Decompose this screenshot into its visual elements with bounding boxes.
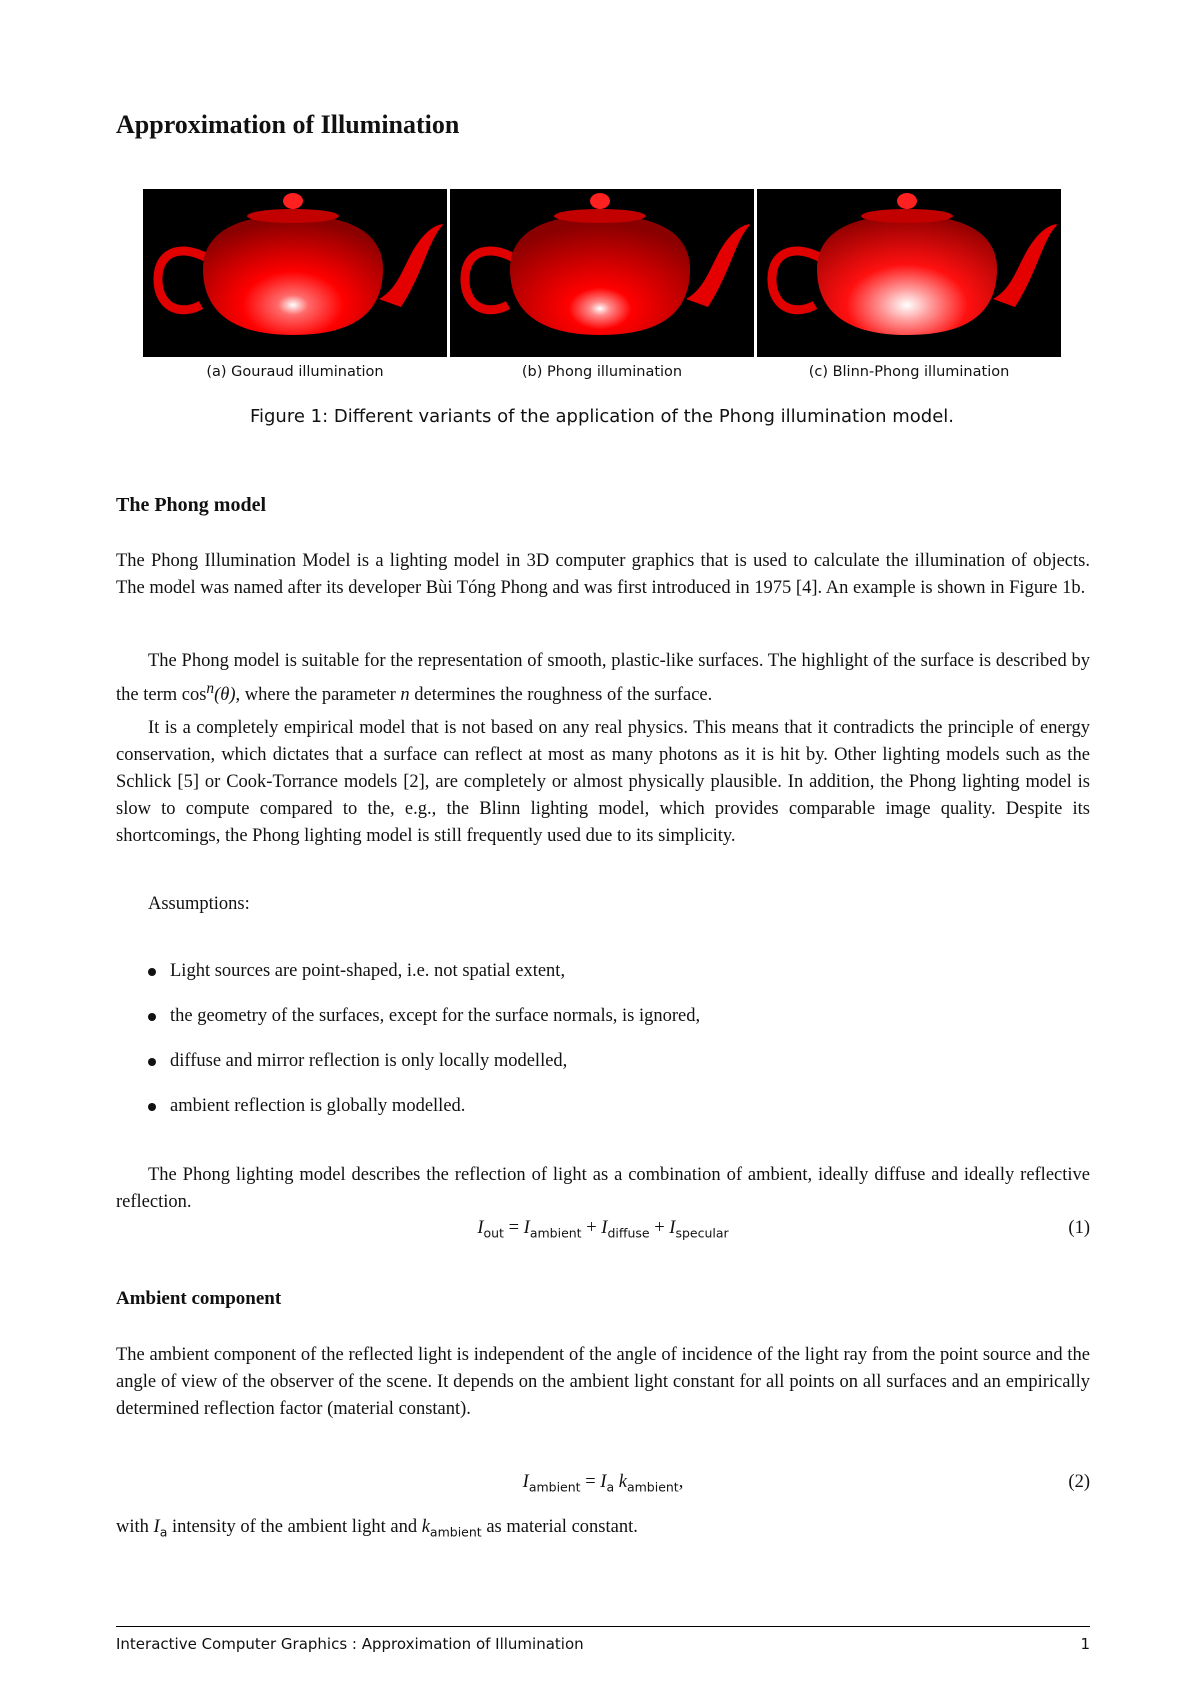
eq1-symbol: I: [477, 1218, 484, 1238]
panel-gouraud-image: [143, 189, 447, 357]
eq1-sub-diffuse: diffuse: [607, 1225, 650, 1241]
teapot-gouraud-render: [143, 189, 447, 357]
symbol-I-sub: a: [159, 1524, 168, 1540]
symbol-k-sub: ambient: [429, 1524, 482, 1540]
ambient-paragraph-2: [116, 1514, 1090, 1546]
symbol-I: I: [153, 1517, 160, 1537]
assumption-text: diffuse and mirror reflection is only locally modelled,: [170, 1051, 568, 1071]
equation-2-number: (2): [1068, 1472, 1090, 1492]
p2-text-c: determines the roughness of the surface.: [414, 685, 713, 706]
footer-rule: [116, 1626, 1090, 1627]
equation-1-number: (1): [1068, 1218, 1090, 1238]
page-title: Approximation of Illumination: [116, 110, 460, 139]
p2-text-b: , where the parameter: [235, 685, 396, 706]
assumption-text: ambient reflection is globally modelled.: [170, 1096, 466, 1116]
assumption-text: Light sources are point-shaped, i.e. not spatial extent,: [170, 961, 566, 981]
eq2-symbol-k: k: [618, 1472, 627, 1492]
cos-argument: (θ): [214, 685, 236, 706]
footer-page-number: 1: [1080, 1635, 1090, 1653]
with-text-b: intensity of the ambient light and: [171, 1517, 418, 1537]
p2-text-a: The Phong model is suitable for the representation of smooth, plastic-like surfaces. The highlight of the surface is described by the term cos: [116, 651, 1090, 706]
subcaption-gouraud: (a) Gouraud illumination: [206, 364, 384, 380]
eq2-sub-ambient: ambient: [626, 1479, 679, 1495]
assumption-text: the geometry of the surfaces, except for the surface normals, is ignored,: [170, 1006, 701, 1026]
list-item: [148, 1048, 700, 1093]
teapot-blinn-phong-render: [757, 189, 1061, 357]
panel-blinn-phong-image: [757, 189, 1061, 357]
with-text-c: as material constant.: [486, 1517, 638, 1537]
section-heading-phong: The Phong model: [116, 494, 267, 516]
eq1-plus: +: [654, 1218, 665, 1238]
eq2-sub-ambient: ambient: [528, 1479, 581, 1495]
bullet-icon: [148, 968, 156, 976]
teapot-phong-render: [450, 189, 754, 357]
eq2-comma: ,: [678, 1472, 684, 1492]
eq1-equals: =: [508, 1218, 520, 1238]
eq1-sub-ambient: ambient: [529, 1225, 582, 1241]
footer-running-title: Interactive Computer Graphics : Approximation of Illumination: [116, 1635, 584, 1653]
bullet-icon: [148, 1013, 156, 1021]
eq2-symbol: I: [522, 1472, 529, 1492]
subcaption-phong: (b) Phong illumination: [521, 364, 683, 380]
teapot-figure: [143, 189, 1061, 357]
list-item: [148, 1003, 700, 1048]
panel-phong-image: [450, 189, 754, 357]
parameter-n: n: [400, 685, 410, 706]
phong-paragraph-3: It is a completely empirical model that is not based on any real physics. This means that it contradicts the principle of energy conservation, which dictates that a surface can reflect at most as many photons as it is hit by. Other lighting models such as the Schlick [5] or Cook-Torrance models [2], are completely or almost physically plausible. In addition, the Phong lighting model is slow to compute compared to the, e.g., the Blinn lighting model, which provides comparable image quality. Despite its shortcomings, the Phong lighting model is still frequently used due to its simplicity.: [116, 718, 1090, 846]
eq1-sub-out: out: [483, 1225, 504, 1241]
symbol-k: k: [421, 1517, 430, 1537]
equation-2-body: [116, 1472, 1090, 1495]
eq1-symbol: I: [523, 1218, 530, 1238]
assumptions-list: [148, 958, 700, 1138]
equation-1: [116, 1218, 1090, 1248]
list-item: [148, 958, 700, 1003]
list-item: [148, 1093, 700, 1138]
eq1-plus: +: [586, 1218, 597, 1238]
eq2-equals: =: [585, 1472, 596, 1492]
bullet-icon: [148, 1058, 156, 1066]
section-heading-ambient: Ambient component: [116, 1288, 282, 1309]
cos-exponent: n: [206, 680, 215, 697]
phong-paragraph-2: [116, 648, 1090, 709]
assumptions-label: Assumptions:: [148, 894, 250, 914]
eq2-sub-a: a: [606, 1479, 615, 1495]
subcaption-blinn-phong: (c) Blinn-Phong illumination: [808, 364, 1010, 380]
figure-caption: Figure 1: Different variants of the application of the Phong illumination model.: [249, 406, 955, 427]
phong-paragraph-4: The Phong lighting model describes the reflection of light as a combination of ambient, ideally diffuse and ideally reflective reflection.: [116, 1165, 1090, 1212]
equation-2: [116, 1472, 1090, 1502]
eq1-symbol: I: [669, 1218, 676, 1238]
eq1-sub-specular: specular: [675, 1225, 729, 1241]
eq1-symbol: I: [601, 1218, 608, 1238]
ambient-paragraph-1: The ambient component of the reflected light is independent of the angle of incidence of the light ray from the point source and the angle of view of the observer of the scene. It depends on the ambient light constant for all points on all surfaces and an empirically determined reflection factor (material constant).: [116, 1345, 1090, 1419]
with-text-a: with: [116, 1517, 149, 1537]
bullet-icon: [148, 1103, 156, 1111]
equation-1-body: [116, 1218, 1090, 1241]
eq2-symbol: I: [600, 1472, 607, 1492]
phong-paragraph-1: The Phong Illumination Model is a lighting model in 3D computer graphics that is used to calculate the illumination of objects. The model was named after its developer Bùi Tóng Phong and was first introduced in 1975 [4]. An example is shown in Figure 1b.: [116, 551, 1090, 598]
